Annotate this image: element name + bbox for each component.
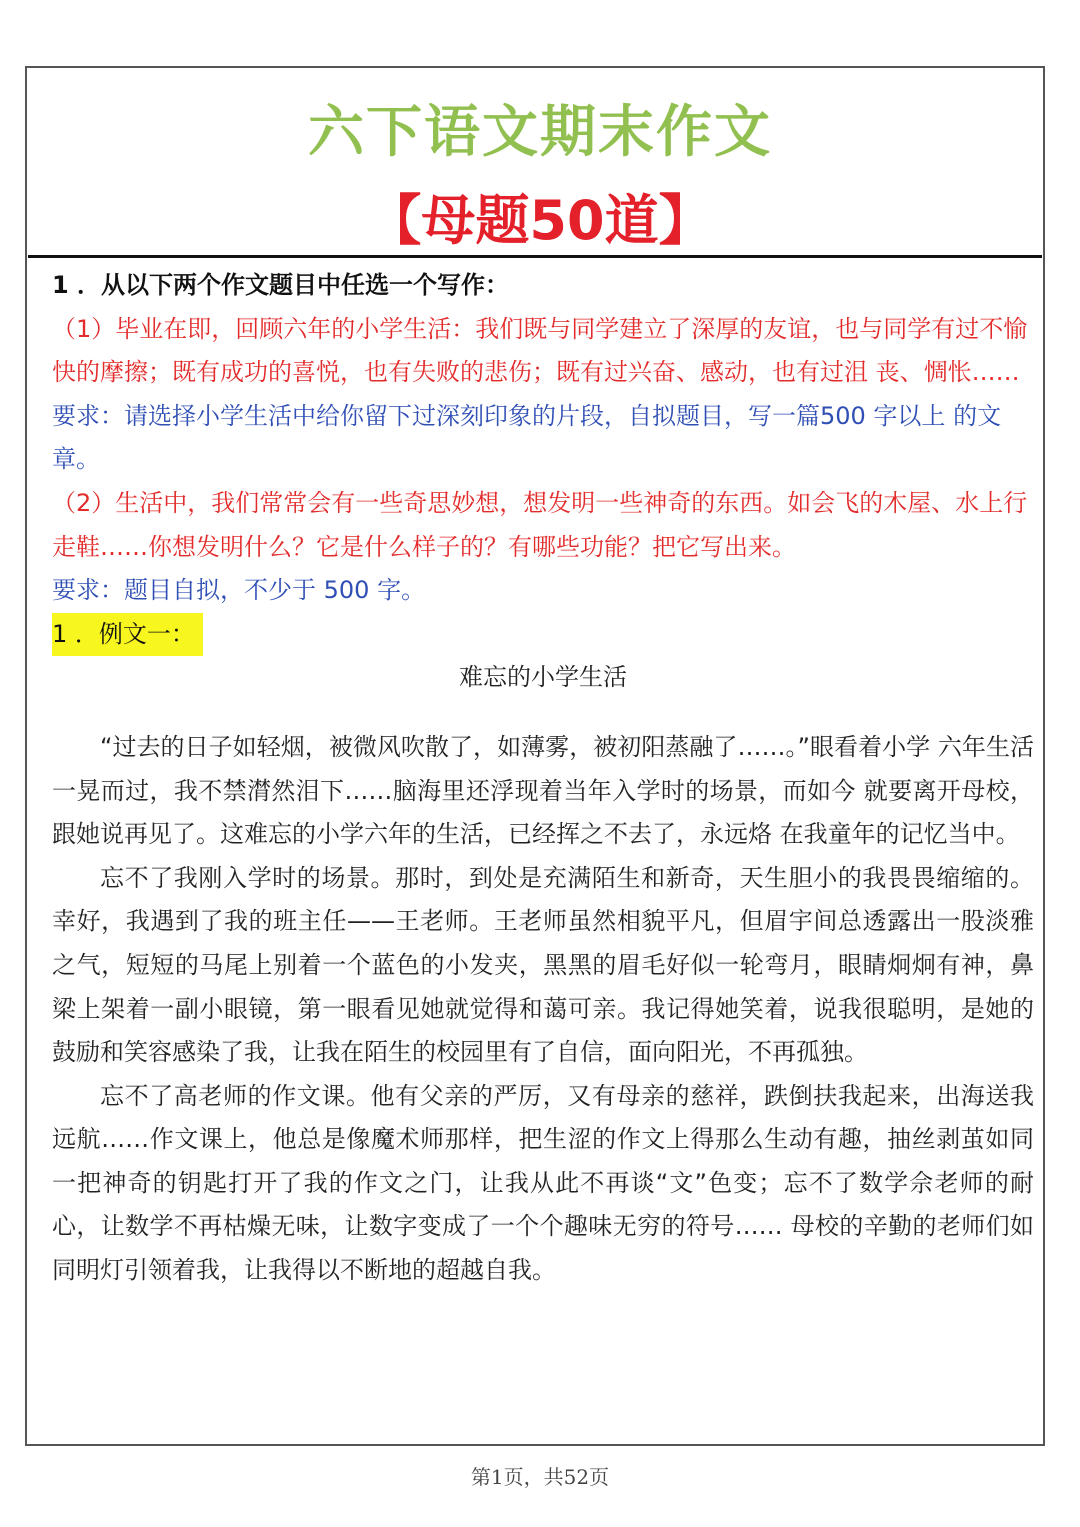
essay-paragraph-3: 忘不了高老师的作文课。他有父亲的严厉，又有母亲的慈祥，跌倒扶我起来，出海送我远航……作文课上，他总是像魔术师那样，把生涩的作文上得那么生动有趣，抽丝剥茧如同一把神奇的钥匙打开了我的作文之门，让我从此不再谈“文”色变；忘不了数学佘老师的耐心，让数学不再枯燥无味，让数字变成了一个个趣味无穷的符号…… 母校的辛勤的老师们如同明灯引领着我，让我得以不断地的超越自我。: [52, 1081, 1034, 1285]
option-1-text: （1）毕业在即，回顾六年的小学生活：我们既与同学建立了深厚的友谊，也与同学有过不愉快的摩擦；既有成功的喜悦，也有失败的悲伤；既有过兴奋、感动，也有过沮 丧、惆怅……: [52, 314, 1028, 387]
example-label: 1 ．例文一：: [52, 613, 203, 657]
option-2-text: （2）生活中，我们常常会有一些奇思妙想，想发明一些神奇的东西。如会飞的木屋、水上行走鞋……你想发明什么？它是什么样子的？有哪些功能？把它写出来。: [52, 488, 1028, 561]
document-title: 六下语文期末作文: [308, 100, 772, 165]
requirement-1-text: 要求：请选择小学生活中给你留下过深刻印象的片段，自拟题目，写一篇500 字以上 的文章。: [52, 401, 1002, 474]
essay-paragraph-2: 忘不了我刚入学时的场景。那时，到处是充满陌生和新奇，天生胆小的我畏畏缩缩的。幸好，我遇到了我的班主任——王老师。王老师虽然相貌平凡，但眉宇间总透露出一股淡雅之气，短短的马尾上别着一个蓝色的小发夹，黑黑的眉毛好似一轮弯月，眼睛炯炯有神，鼻梁上架着一副小眼镜，第一眼看见她就觉得和蔼可亲。我记得她笑着，说我很聪明，是她的鼓励和笑容感染了我，让我在陌生的校园里有了自信，面向阳光，不再孤独。: [52, 863, 1034, 1067]
example-label-row: [52, 613, 1034, 657]
page-footer: 第1页，共52页: [470, 1465, 610, 1489]
title-divider: [28, 255, 1042, 258]
essay-title: 难忘的小学生活: [459, 663, 627, 692]
essay-paragraph-1: “过去的日子如轻烟，被微风吹散了，如薄雾，被初阳蒸融了……。”眼看着小学 六年生活一晃而过，我不禁潸然泪下……脑海里还浮现着当年入学时的场景，而如今 就要离开母校，跟她说再见了。这难忘的小学六年的生活，已经挥之不去了，永远烙 在我童年的记忆当中。: [52, 732, 1034, 849]
spacer: [52, 700, 1034, 726]
requirement-2-text: 要求：题目自拟，不少于 500 字。: [52, 576, 426, 605]
document-subtitle: 【母题50道】: [367, 189, 713, 252]
document-body: [52, 264, 1034, 1293]
question-heading: 1 ．从以下两个作文题目中任选一个写作：: [52, 271, 510, 299]
